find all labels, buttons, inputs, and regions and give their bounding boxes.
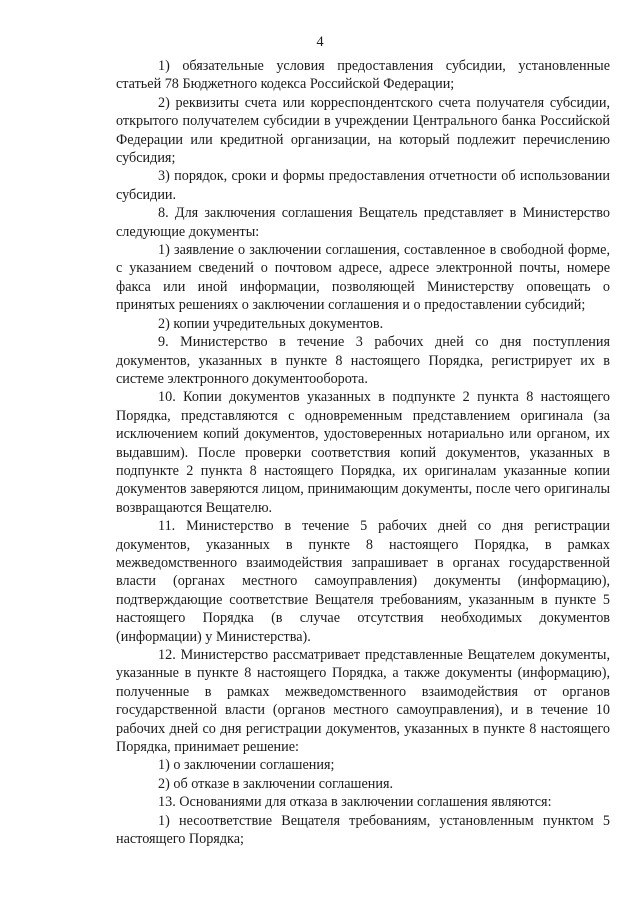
paragraph: 1) о заключении соглашения; [158, 757, 335, 774]
paragraph: 10. Копии документов указанных в подпункте 2 пункта 8 настоящего Порядка, представляются с одновременным представлением оригинала (за исключением копий документов, удостоверенных нотариально или органом, их выдавшим). После проверки соответствия копий документов, указанных в подпункте 2 пункта 8 настоящего Порядка, их оригиналам указанные копии документов заверяются лицом, принимающим документы, после чего оригиналы возвращаются Вещателю. [116, 389, 610, 516]
document-body [116, 57, 610, 848]
paragraph: 2) копии учредительных документов. [158, 315, 384, 332]
paragraph: 8. Для заключения соглашения Вещатель представляет в Министерство следующие документы: [116, 205, 610, 240]
paragraph: 2) об отказе в заключении соглашения. [158, 775, 394, 792]
paragraph: 9. Министерство в течение 3 рабочих дней со дня поступления документов, указанных в пункте 8 настоящего Порядка, регистрирует их в системе электронного документооборота. [116, 334, 610, 387]
paragraph: 1) несоответствие Вещателя требованиям, установленным пунктом 5 настоящего Порядка; [116, 812, 610, 848]
page-number: 4 [316, 34, 324, 50]
paragraph: 11. Министерство в течение 5 рабочих дней со дня регистрации документов, указанных в пункте 8 настоящего Порядка, в рамках межведомственного взаимодействия запрашивает в органах государственной власти (органах местного самоуправления) документы (информацию), подтверждающие соответствие Вещателя требованиям, указанным в пункте 5 настоящего Порядка (в случае отсутствия необходимых документов (информации) у Министерства). [116, 518, 610, 645]
paragraph: 12. Министерство рассматривает представленные Вещателем документы, указанные в пункте 8 настоящего Порядка, а также документы (информацию), полученные в рамках межведомственного взаимодействия от органов государственной власти (органов местного самоуправления), и в течение 10 рабочих дней со дня регистрации документов, указанных в пункте 8 настоящего Порядка, принимает решение: [116, 647, 610, 756]
paragraph: 1) обязательные условия предоставления субсидии, установленные статьей 78 Бюджетного кодекса Российской Федерации; [116, 58, 610, 93]
paragraph: 13. Основаниями для отказа в заключении соглашения являются: [158, 794, 552, 811]
paragraph: 2) реквизиты счета или корреспондентского счета получателя субсидии, открытого получателем субсидии в учреждении Центрального банка Российской Федерации или кредитной организации, на который подлежит перечислению субсидия; [116, 94, 610, 167]
paragraph: 1) заявление о заключении соглашения, составленное в свободной форме, с указанием сведений о почтовом адресе, адресе электронной почты, номере факса или иной информации, позволяющей Министерству оповещать о принятых решениях о заключении соглашения и о предоставлении субсидий; [116, 242, 610, 314]
paragraph: 3) порядок, сроки и формы предоставления отчетности об использовании субсидии. [116, 168, 610, 203]
